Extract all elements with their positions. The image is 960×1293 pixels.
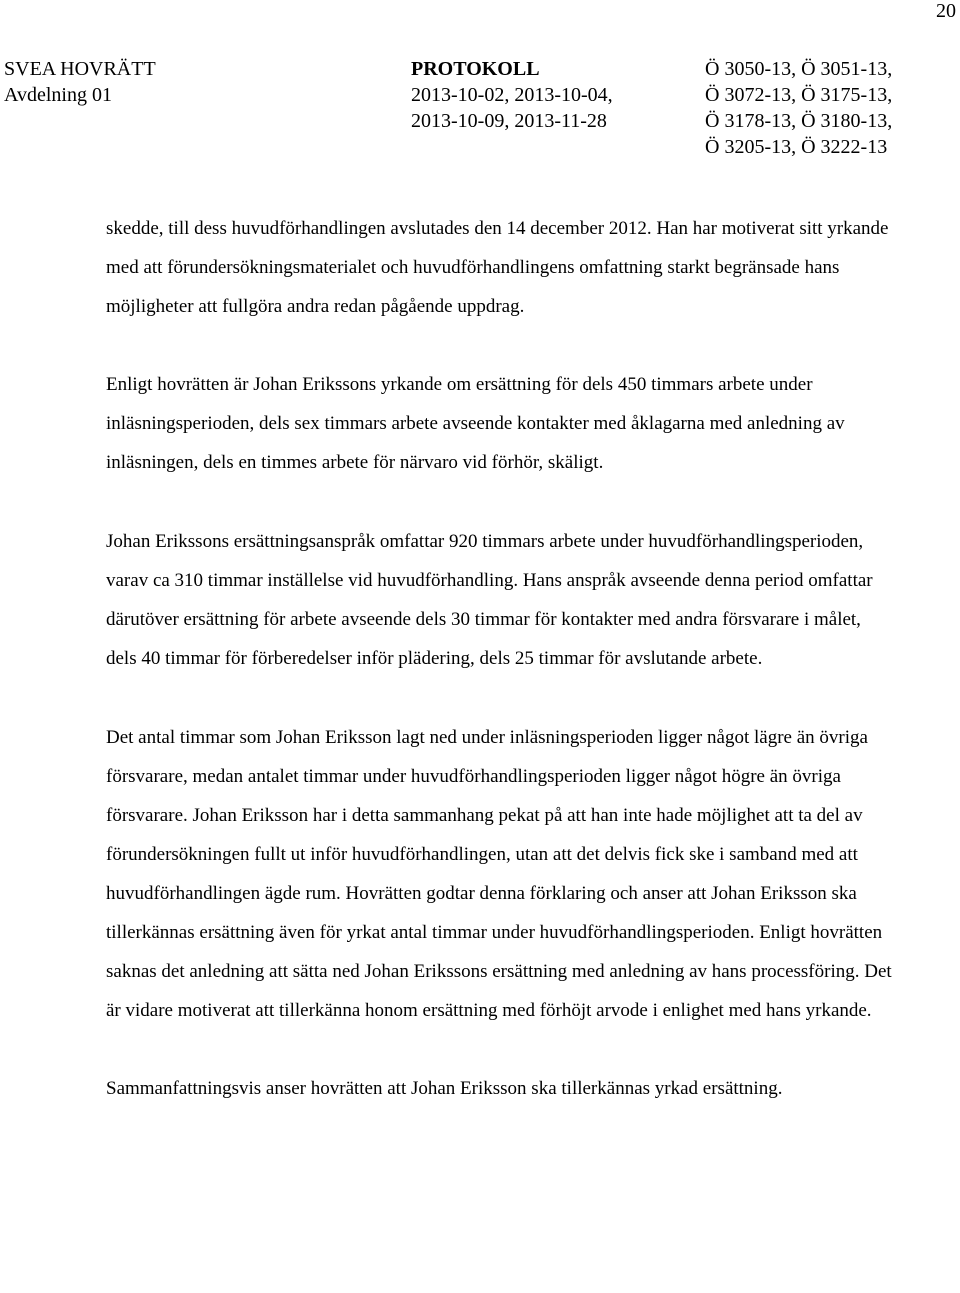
paragraph-5: Sammanfattningsvis anser hovrätten att Johan Eriksson ska tillerkännas yrkad ersättning. [106,1078,783,1099]
case-numbers-line-4: Ö 3205-13, Ö 3222-13 [705,136,888,158]
header-protocol-block [411,56,613,134]
protocol-title: PROTOKOLL [411,58,540,80]
header-case-numbers-block [705,56,892,160]
case-numbers-line-3: Ö 3178-13, Ö 3180-13, [705,110,893,132]
protocol-dates-line-2: 2013-10-09, 2013-11-28 [411,110,607,132]
court-division: Avdelning 01 [4,84,112,106]
paragraph-2: Enligt hovrätten är Johan Erikssons yrkande om ersättning för dels 450 timmars arbete under inläsningsperioden, dels sex timmars arbete avseende kontakter med åklagarna med anledning av inläsningen, dels en timmes arbete för närvaro vid förhör, skäligt. [106,374,845,473]
page-number: 20 [936,0,956,22]
paragraph-1: skedde, till dess huvudförhandlingen avslutades den 14 december 2012. Han har motiverat sitt yrkande med att förundersökningsmaterialet och huvudförhandlingens omfattning starkt begränsade hans möjligheter att fullgöra andra redan pågående uppdrag. [106,218,889,317]
paragraph-3: Johan Erikssons ersättningsanspråk omfattar 920 timmars arbete under huvudförhandlingsperioden, varav ca 310 timmar inställelse vid huvudförhandling. Hans anspråk avseende denna period omfattar därutöver ersättning för arbete avseende dels 30 timmar för kontakter med andra försvarare i målet, dels 40 timmar för förberedelser inför plädering, dels 25 timmar för avslutande arbete. [106,531,873,669]
document-body [106,209,896,1108]
case-numbers-line-2: Ö 3072-13, Ö 3175-13, [705,84,893,106]
paragraph-4: Det antal timmar som Johan Eriksson lagt ned under inläsningsperioden ligger något lägre än övriga försvarare, medan antalet timmar under huvudförhandlingsperioden ligger något högre än övriga försvarare. Johan Eriksson har i detta sammanhang pekat på att han inte hade möjlighet att ta del av förundersökningen fullt ut inför huvudförhandlingen, utan att det delvis fick ske i samband med att huvudförhandlingen ägde rum. Hovrätten godtar denna förklaring och anser att Johan Eriksson ska tillerkännas ersättning även för yrkat antal timmar under huvudförhandlingsperioden. Enligt hovrätten saknas det anledning att sätta ned Johan Erikssons ersättning med anledning av hans processföring. Det är vidare motiverat att tillerkänna honom ersättning med förhöjt arvode i enlighet med hans yrkande. [106,727,892,1021]
case-numbers-line-1: Ö 3050-13, Ö 3051-13, [705,58,893,80]
protocol-dates-line-1: 2013-10-02, 2013-10-04, [411,84,613,106]
header-court-block [4,56,156,108]
court-name: SVEA HOVRÄTT [4,58,156,80]
